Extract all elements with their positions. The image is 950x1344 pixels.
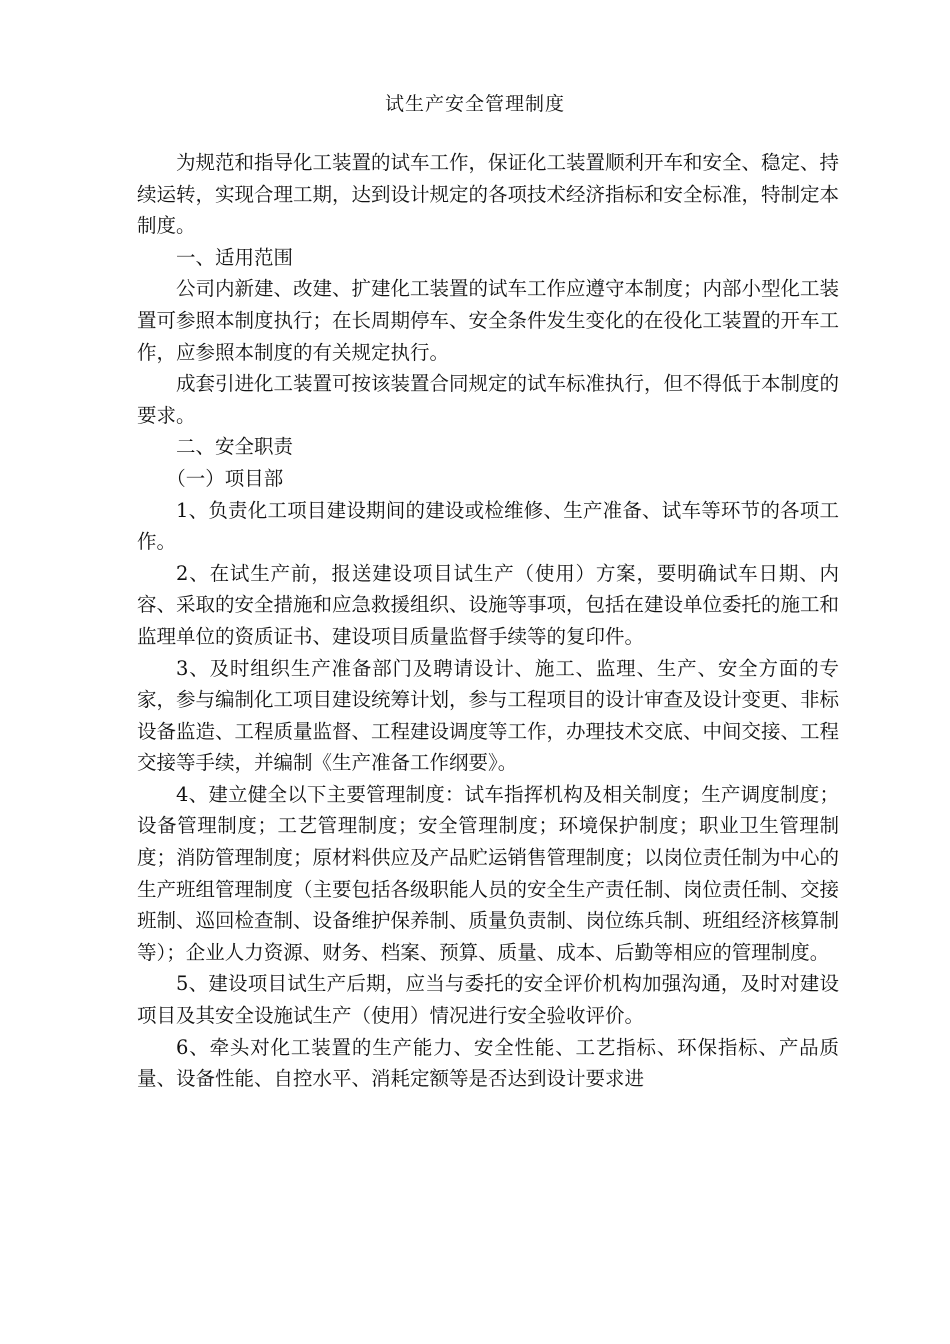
paragraph-intro: 为规范和指导化工装置的试车工作，保证化工装置顺利开车和安全、稳定、持续运转，实现合理工期，达到设计规定的各项技术经济指标和安全标准，特制定本制度。 bbox=[137, 151, 840, 238]
paragraph-scope: 公司内新建、改建、扩建化工装置的试车工作应遵守本制度；内部小型化工装置可参照本制度执行；在长周期停车、安全条件发生变化的在役化工装置的开车工作，应参照本制度的有关规定执行。 bbox=[137, 277, 840, 364]
paragraph-item-2: 2、在试生产前，报送建设项目试生产（使用）方案，要明确试车日期、内容、采取的安全措施和应急救援组织、设施等事项，包括在建设单位委托的施工和监理单位的资质证书、建设项目质量监督手续等的复印件。 bbox=[137, 561, 840, 648]
section-heading-responsibilities: 二、安全职责 bbox=[176, 435, 294, 459]
section-heading-scope: 一、适用范围 bbox=[176, 245, 294, 269]
document-body bbox=[137, 147, 839, 1095]
paragraph-item-5: 5、建设项目试生产后期，应当与委托的安全评价机构加强沟通，及时对建设项目及其安全设施试生产（使用）情况进行安全验收评价。 bbox=[137, 972, 839, 1028]
document-title: 试生产安全管理制度 bbox=[384, 93, 565, 115]
paragraph-item-3: 3、及时组织生产准备部门及聘请设计、施工、监理、生产、安全方面的专家，参与编制化工项目建设统筹计划，参与工程项目的设计审查及设计变更、非标设备监造、工程质量监督、工程建设调度等工作，办理技术交底、中间交接、工程交接等手续，并编制《生产准备工作纲要》。 bbox=[137, 656, 840, 775]
paragraph-item-4: 4、建立健全以下主要管理制度：试车指挥机构及相关制度；生产调度制度；设备管理制度；工艺管理制度；安全管理制度；环境保护制度；职业卫生管理制度；消防管理制度；原材料供应及产品贮运销售管理制度；以岗位责任制为中心的生产班组管理制度（主要包括各级职能人员的安全生产责任制、岗位责任制、交接班制、巡回检查制、设备维护保养制、质量负责制、岗位练兵制、班组经济核算制等）；企业人力资源、财务、档案、预算、质量、成本、后勤等相应的管理制度。 bbox=[137, 782, 840, 964]
subsection-heading-project-dept: （一）项目部 bbox=[166, 466, 284, 490]
paragraph-item-1: 1、负责化工项目建设期间的建设或检维修、生产准备、试车等环节的各项工作。 bbox=[137, 498, 839, 554]
paragraph-imported-units: 成套引进化工装置可按该装置合同规定的试车标准执行，但不得低于本制度的要求。 bbox=[137, 372, 840, 427]
paragraph-item-6: 6、牵头对化工装置的生产能力、安全性能、工艺指标、环保指标、产品质量、设备性能、自控水平、消耗定额等是否达到设计要求进 bbox=[137, 1035, 839, 1091]
